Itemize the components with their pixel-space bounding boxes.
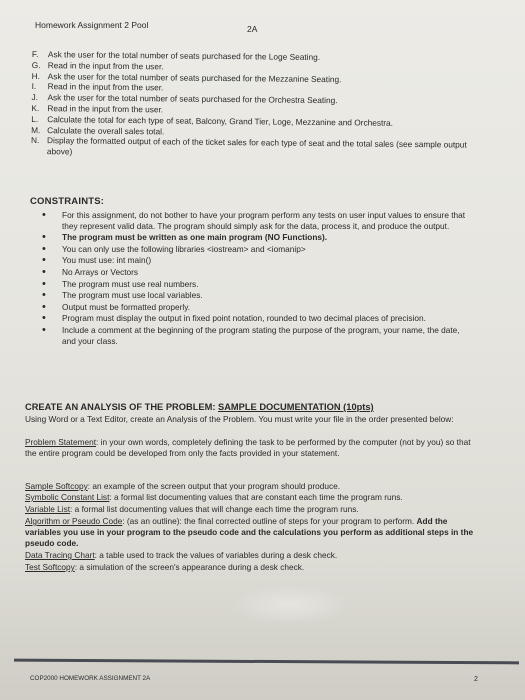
list-item [42, 232, 470, 243]
algorithm-text: : (as an outline): the final corrected outline of steps for your program to perform. [122, 516, 417, 526]
analysis-intro: Using Word or a Text Editor, create an Analysis of the Problem. You must write your file in the order presented below: [25, 414, 454, 424]
algorithm-term: Algorithm or Pseudo Code [25, 516, 123, 526]
symbolic-constant-term: Symbolic Constant List [25, 492, 110, 502]
test-softcopy [25, 562, 475, 573]
list-item-text: Read in the input from the user. [47, 103, 164, 115]
list-item-text: The program must use local variables. [62, 290, 203, 301]
variable-list [25, 504, 475, 515]
list-item-letter: H. [31, 70, 41, 81]
analysis-heading [25, 402, 374, 412]
list-item-text: Program must display the output in fixed point notation, rounded to two decimal places of precision. [62, 313, 426, 324]
list-item-text: Include a comment at the beginning of the program stating the purpose of the program, your name, the date, and your class. [62, 324, 460, 346]
bullet-icon: • [42, 312, 46, 325]
list-item [42, 244, 470, 255]
problem-statement-text: : in your own words, completely defining the task to be performed by the computer (not by you) so that the entire program could be developed from only the facts provided in your statement. [25, 437, 471, 458]
list-item-text: The program must be written as one main program (NO Functions). [62, 232, 328, 243]
list-item-text: Ask the user for the total number of seats purchased for the Orchestra Seating. [47, 92, 338, 106]
list-item-text: Ask the user for the total number of seats purchased for the Loge Seating. [47, 49, 321, 63]
list-item [42, 279, 470, 290]
bullet-icon: • [42, 209, 46, 221]
analysis-heading-points: SAMPLE DOCUMENTATION (10pts) [218, 402, 374, 412]
list-item [42, 290, 470, 301]
list-item-text: The program must use real numbers. [62, 278, 199, 289]
sample-softcopy-text: : an example of the screen output that your program should produce. [87, 481, 341, 491]
document-header-number: 2A [247, 24, 258, 34]
list-item-text: Ask the user for the total number of seats purchased for the Mezzanine Seating. [47, 70, 342, 84]
list-item [42, 325, 470, 346]
list-item-letter: F. [31, 49, 39, 60]
list-item-letter: N. [30, 135, 40, 146]
list-item-text: Display the formatted output of each of the ticket sales for each type of seat and the total sales (see sample output above) [46, 135, 467, 157]
footer-course-label: COP2000 HOMEWORK ASSIGNMENT 2A [30, 675, 151, 682]
list-item-text: Read in the input from the user. [47, 81, 164, 93]
sample-softcopy-term: Sample Softcopy [25, 481, 88, 491]
list-item-text: You can only use the following libraries <iostream> and <iomanip> [62, 243, 306, 254]
list-item [42, 313, 470, 324]
sample-softcopy [25, 481, 475, 492]
list-item-letter: L. [31, 113, 39, 124]
symbolic-constant-list [25, 492, 475, 503]
list-item-letter: M. [31, 124, 41, 135]
list-item-text: For this assignment, do not bother to have your program perform any tests on user input values to ensure that they represent valid data. The program should simply ask for the data, process it, and produce the output. [62, 210, 466, 231]
list-item [42, 210, 470, 231]
constraints-list [42, 210, 470, 347]
step-list [31, 49, 482, 162]
list-item-letter: K. [31, 102, 40, 114]
list-item-letter: I. [31, 81, 37, 92]
bullet-icon: • [42, 265, 46, 278]
list-item-text: Calculate the total for each type of seat, Balcony, Grand Tier, Loge, Mezzanine and Orchestra. [47, 113, 394, 128]
glare-decoration [230, 585, 350, 625]
list-item [31, 135, 481, 161]
list-item-text: Read in the input from the user. [47, 59, 164, 72]
list-item-text: You must use: int main() [62, 255, 152, 266]
data-tracing-text: : a table used to track the values of variables during a desk check. [94, 550, 338, 560]
test-softcopy-term: Test Softcopy [25, 562, 75, 572]
list-item [42, 267, 470, 278]
constraints-heading: CONSTRAINTS: [30, 196, 105, 207]
data-tracing-chart [25, 550, 475, 561]
problem-statement [25, 437, 475, 459]
bullet-icon: • [42, 277, 46, 290]
list-item-text: No Arrays or Vectors [62, 266, 139, 277]
variable-list-text: : a formal list documenting values that will change each time the program runs. [70, 504, 359, 514]
footer-page-number: 2 [474, 676, 478, 683]
problem-statement-term: Problem Statement [25, 437, 97, 447]
symbolic-constant-text: : a formal list documenting values that are constant each time the program runs. [109, 492, 403, 502]
list-item-letter: J. [31, 92, 39, 103]
bullet-icon: • [42, 323, 46, 336]
algorithm-bold-text: Add the variables you use in your program to the pseudo code and the calculations you perform as additional steps in the pseudo code. [25, 516, 474, 548]
bullet-icon: • [42, 289, 46, 302]
list-item-text: Calculate the overall sales total. [47, 124, 165, 136]
list-item-letter: G. [31, 59, 41, 70]
bullet-icon: • [42, 300, 46, 313]
list-item [42, 302, 470, 313]
bullet-icon: • [42, 242, 46, 255]
list-item-text: Output must be formatted properly. [62, 301, 191, 312]
footer-divider [14, 659, 519, 665]
algorithm-pseudo-code [25, 516, 475, 548]
bullet-icon: • [42, 231, 46, 244]
test-softcopy-text: : a simulation of the screen's appearance during a desk check. [74, 562, 305, 572]
variable-list-term: Variable List [25, 504, 71, 514]
list-item [42, 255, 470, 266]
data-tracing-term: Data Tracing Chart [25, 550, 95, 560]
document-header-title: Homework Assignment 2 Pool [35, 20, 149, 30]
analysis-heading-prefix: CREATE AN ANALYSIS OF THE PROBLEM: [25, 402, 219, 412]
bullet-icon: • [42, 254, 46, 267]
